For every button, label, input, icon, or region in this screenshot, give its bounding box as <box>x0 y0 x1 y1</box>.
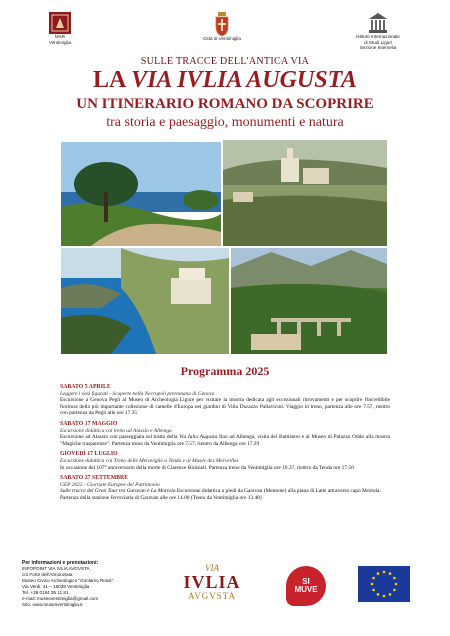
photo-bay <box>61 248 229 354</box>
subtitle-1: UN ITINERARIO ROMANO DA SCOPRIRE <box>76 96 374 112</box>
eu-star-icon <box>371 583 374 586</box>
title-italic: VIA IVLIA AUGUSTA <box>131 67 357 93</box>
eu-star-icon <box>389 572 392 575</box>
event-text: In occasione del 107° anniversario della morte di Clarence Bicknell. Partenza treno da Ventimiglia ore 10.37, rientro da Tenda ore 17.50 <box>60 464 354 471</box>
info-line: Via Verdi, 41 – 18039 Ventimiglia <box>22 584 90 589</box>
title-prefix: LA <box>93 67 132 93</box>
valley-viaduct-image <box>231 248 387 354</box>
subtitle-2: tra storia e paesaggio, monumenti e natura <box>106 115 344 130</box>
eu-star-icon <box>383 571 386 574</box>
kicker: SULLE TRACCE DELL'ANTICA VIA <box>140 56 310 67</box>
via-ivlia-logo-bottom: AVGVSTA <box>187 591 237 601</box>
eu-star-icon <box>395 583 398 586</box>
event-date: SABATO 5 APRILE <box>60 384 111 390</box>
event-title: Escursione didattica col Treno delle Meraviglie a Tenda e al Musée des Merveilles <box>60 457 239 464</box>
eu-stars-icon <box>358 566 410 602</box>
info-heading: Per informazioni e prenotazioni: <box>22 560 99 566</box>
programma-heading: Programma 2025 <box>180 364 270 378</box>
mar-logo-icon <box>49 12 71 34</box>
page-title <box>0 66 450 94</box>
eu-star-icon <box>372 589 375 592</box>
eu-star-icon <box>383 595 386 598</box>
eu-star-icon <box>389 593 392 596</box>
info-email-link[interactable]: e-mail: museoventimiglia@gmail.com <box>22 596 99 601</box>
photo-valley-viaduct <box>231 248 387 354</box>
event-title: Leggere i vasi figurati - Scoperte nella Necropoli preromana di Genova <box>60 390 215 397</box>
event-text: Escursione ad Alassio con passeggiata sul tratto della Via Iulia Augusta fino ad Albenga, visita del Battistero e al Museo di Palazzo Oddo alla mostra "Magiche trasparenze". Partenza treno da Ventimiglia ore 7.57, rientro da Albenga ore 17.39 <box>60 434 390 447</box>
logo-mar-caption: MAR Ventimiglia <box>48 34 72 45</box>
coastal-path-image <box>61 142 221 246</box>
event-4 <box>60 475 390 501</box>
programma-list <box>60 384 390 502</box>
via-ivlia-logo <box>180 564 244 606</box>
event-3 <box>60 451 390 471</box>
coat-of-arms-icon <box>215 12 229 36</box>
photo-coastal-path <box>61 142 221 246</box>
eu-star-icon <box>393 577 396 580</box>
event-2 <box>60 421 390 447</box>
logo-istituto <box>348 12 408 51</box>
event-date: SABATO 17 MAGGIO <box>60 420 118 427</box>
simuve-logo <box>286 566 326 606</box>
eu-flag <box>358 566 410 602</box>
info-line: INFOPOINT VIA IVLIA AVGVSTA <box>22 566 90 571</box>
logo-mar <box>44 12 76 45</box>
info-block <box>22 560 172 608</box>
event-date: GIOVEDÌ 17 LUGLIO <box>60 451 118 458</box>
logo-istituto-caption: Istituto Internazionale di Studi Liguri Sezione Intemelia <box>356 34 400 51</box>
logo-citta: Città di Ventimiglia <box>192 12 252 42</box>
event-date: SABATO 27 SETTEMBRE <box>60 475 129 482</box>
event-text: Sulle tracce del Gran Tour tra Garavan e La Mortola Escursione didattica a piedi da Garavan (Mentone) alla piana di Latte attraverso capo Mortola. <box>60 488 381 495</box>
event-1 <box>60 384 390 417</box>
event-text: Escursione a Genova Pegli al Museo di Archeologia Ligure per visitare la mostra dedicata agli eccezionali ritrovamenti e per scoprire l'incredibile fioritura della più importante collezione di camelie d'Europa nei giardini di Villa Durazzo Pallavicini. Viaggio in treno, partenza alle ore 7.57, rientro con partenza da Pegli alle ore 17.35 <box>60 397 390 417</box>
photo-historic-town <box>223 140 387 246</box>
event-title: GEP 2025 - Giornate Europee del Patrimonio <box>60 481 160 488</box>
via-ivlia-logo-mid: IVLIA <box>183 572 241 592</box>
historic-town-image <box>223 140 387 246</box>
simuve-logo-text: SI MUVE <box>294 577 318 594</box>
eu-star-icon <box>372 577 375 580</box>
eu-star-icon <box>393 589 396 592</box>
event-title: Escursione didattica col treno ad Alassio e Albenga <box>60 427 172 434</box>
info-line: Museo Civico Archeologico "Girolamo Rossi" <box>22 578 114 583</box>
info-site-link[interactable]: Sito: www.museoventimiglia.it <box>22 602 83 607</box>
eu-star-icon <box>377 593 380 596</box>
via-ivlia-logo-top: VIA <box>205 563 219 573</box>
event-text-2: Partenza dalla stazione ferroviaria di Garavan alle ore 14.00 (Treno da Ventimiglia ore 13.48) <box>60 494 262 501</box>
info-line: c/o Forte dell'Annunziata <box>22 572 73 577</box>
info-line: Tel. +39 0184 35 11 81 <box>22 590 69 595</box>
bay-image <box>61 248 229 354</box>
eu-star-icon <box>377 572 380 575</box>
temple-icon <box>368 12 388 34</box>
